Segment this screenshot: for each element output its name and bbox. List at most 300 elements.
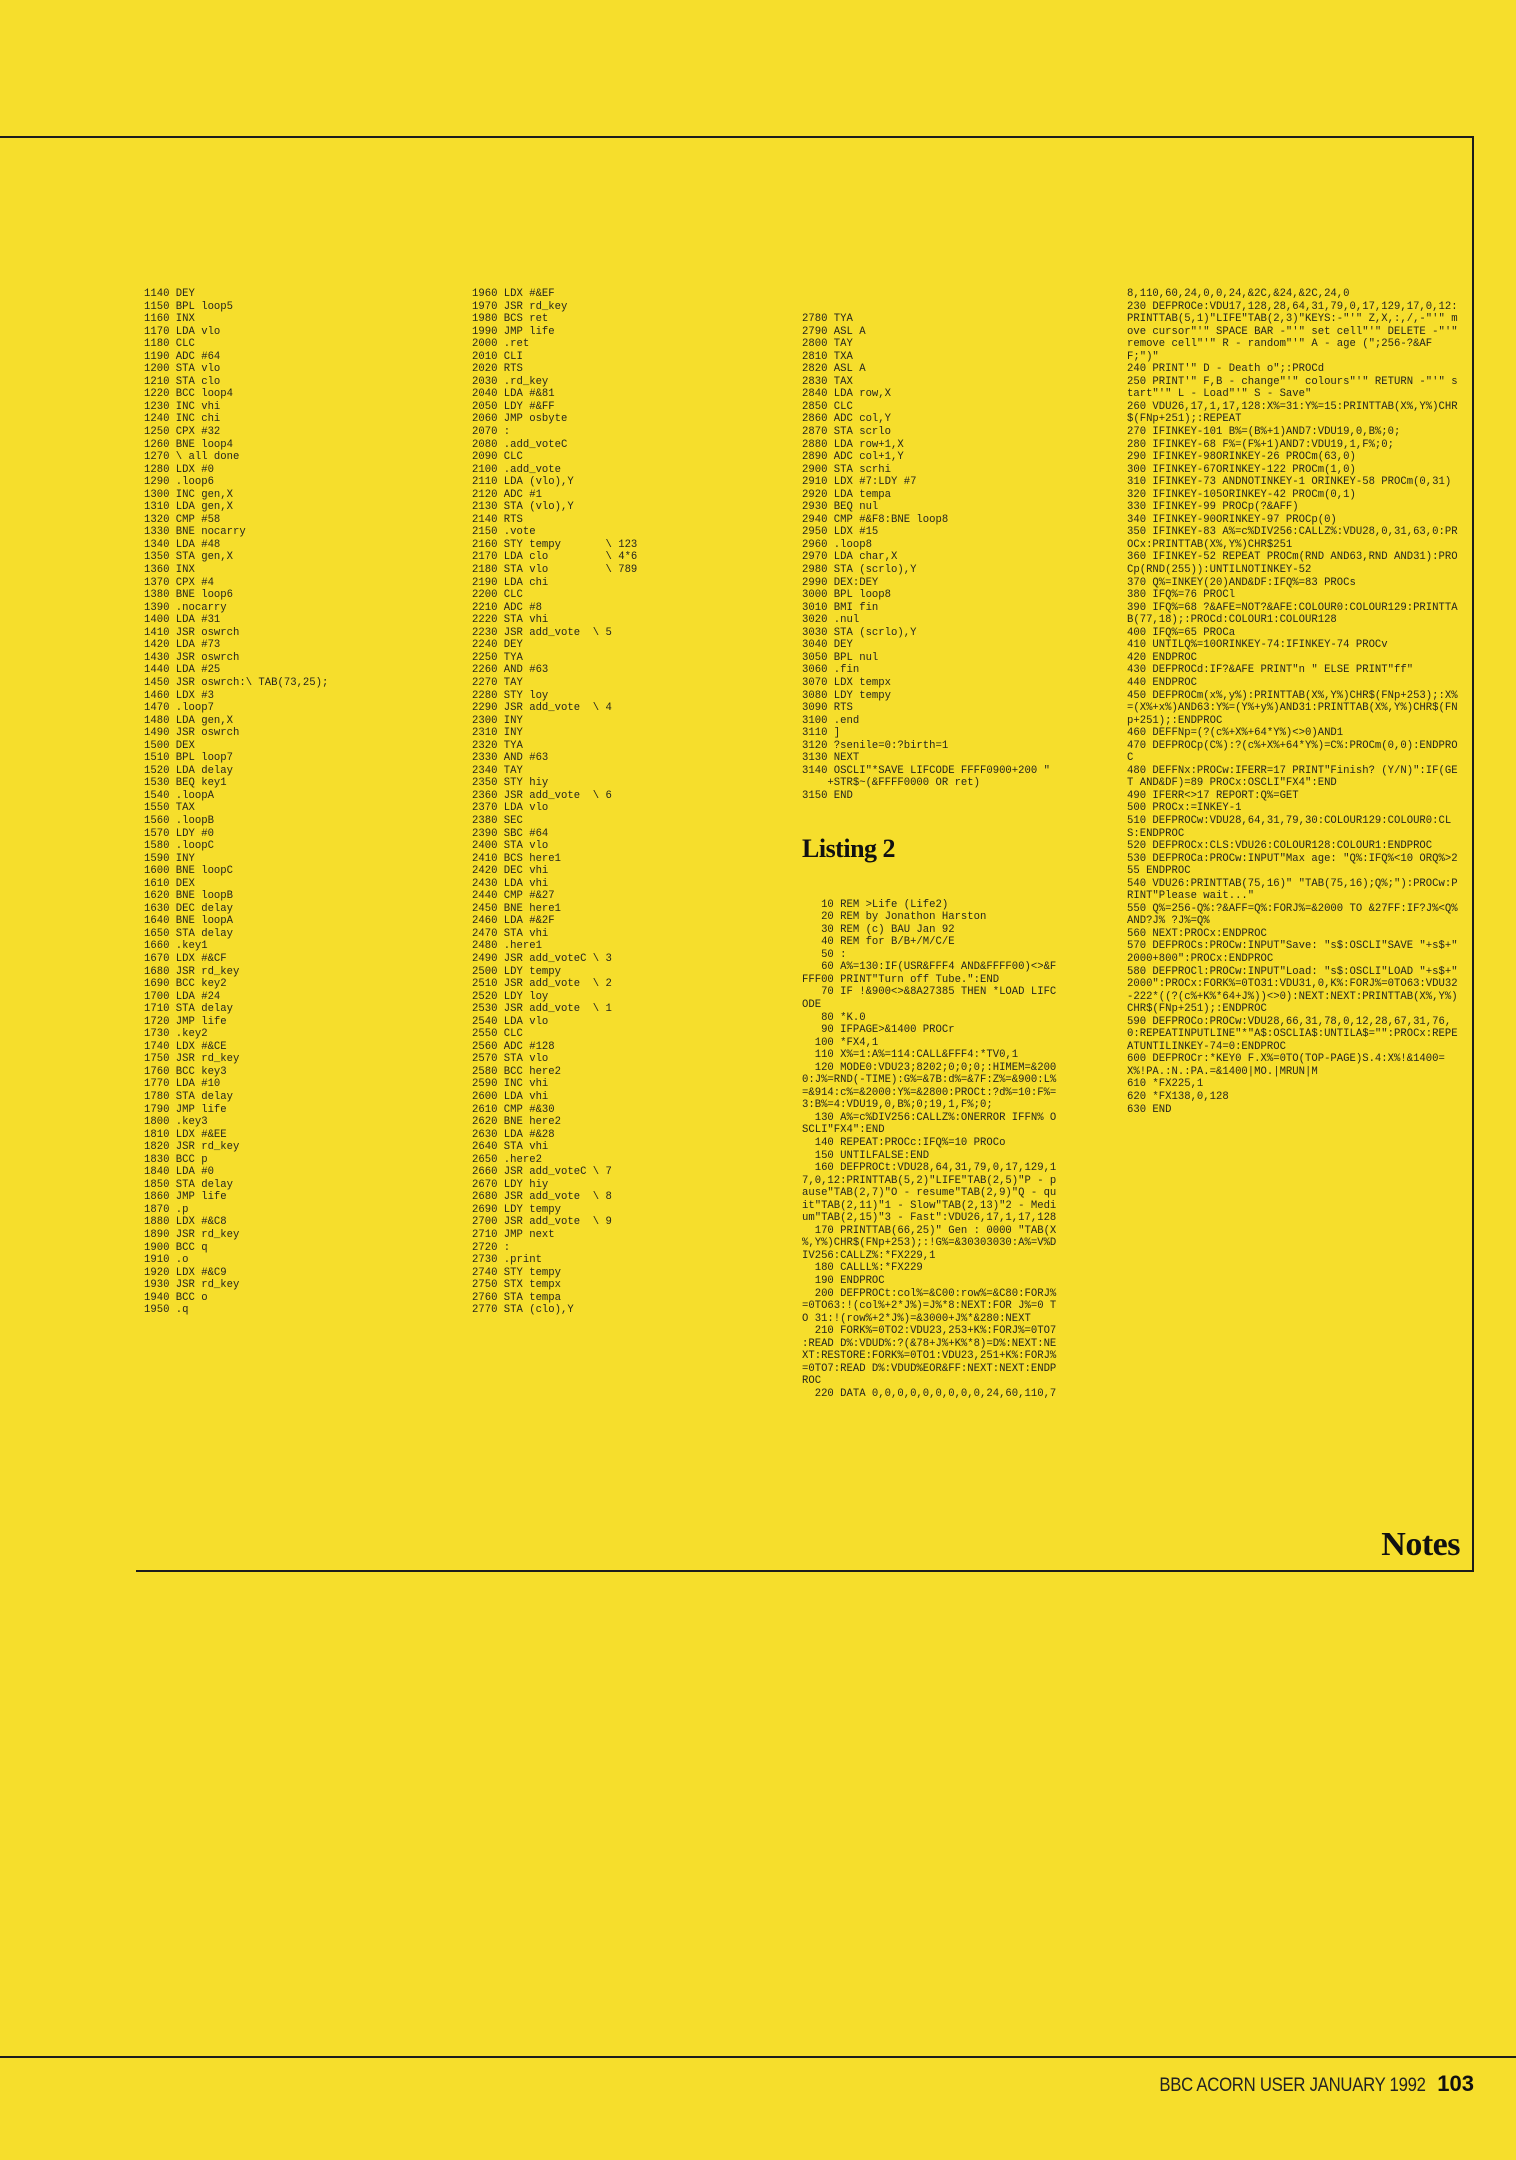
code-line: 210 FORK%=0TO2:VDU23,253+K%:FORJ%=0TO7 [802, 1325, 1057, 1338]
code-line: 2380 SEC [472, 814, 523, 827]
code-line: 290 IFINKEY-98ORINKEY-26 PROCm(63,0) [1127, 451, 1356, 464]
code-line: 2370 LDA vlo [472, 802, 549, 815]
code-line: 1450 JSR oswrch:\ TAB(73,25); [144, 676, 329, 689]
code-line: 1400 LDA #31 [144, 614, 221, 627]
code-line: 590 DEFPROCo:PROCw:VDU28,66,31,78,0,12,28,67,31,76,0:REPEATINPUTLINE"*"A$:OSCLIA$:UNTILA$="":PROCx:REPEATUNTILINKEY-74=0:ENDPROC [1127, 1015, 1458, 1053]
top-rule [0, 136, 1474, 138]
code-line: IV256:CALLZ%:*FX229,1 [802, 1249, 936, 1262]
code-line: 1420 LDA #73 [144, 639, 221, 652]
code-line: 3120 ?senile=0:?birth=1 [802, 739, 949, 752]
code-line: 240 PRINT'" D - Death o";:PROCd [1127, 363, 1325, 376]
code-line: 2390 SBC #64 [472, 827, 549, 840]
code-line: ODE [802, 998, 822, 1011]
code-line: 1270 \ all done [144, 451, 240, 464]
code-line: 1180 CLC [144, 338, 195, 351]
code-line: 440 ENDPROC [1127, 676, 1197, 689]
code-line: 2230 JSR add_vote \ 5 [472, 626, 612, 639]
code-line: 1150 BPL loop5 [144, 300, 234, 313]
code-line: 2420 DEC vhi [472, 865, 549, 878]
listing-1-column-1 [144, 288, 452, 1317]
code-line: 2980 STA (scrlo),Y [802, 564, 917, 577]
code-line: 170 PRINTTAB(66,25)" Gen : 0000 "TAB(X [802, 1224, 1057, 1237]
code-line: 10 REM >Life (Life2) [802, 898, 949, 911]
code-line: 40 REM for B/B+/M/C/E [802, 936, 955, 949]
code-line: 2400 STA vlo [472, 840, 549, 853]
listing-1-column-3 [802, 313, 1128, 802]
code-line: 1220 BCC loop4 [144, 388, 234, 401]
code-line: 350 IFINKEY-83 A%=c%DIV256:CALLZ%:VDU28,0,31,63,0:PROCx:PRINTTAB(X%,Y%)CHR$251 [1127, 526, 1458, 551]
code-line: 3000 BPL loop8 [802, 589, 892, 602]
code-line: 2200 CLC [472, 589, 523, 602]
code-line: 3:B%=4:VDU19,0,B%;0;19,1,F%;0; [802, 1099, 993, 1112]
code-line: 20 REM by Jonathon Harston [802, 911, 987, 924]
code-line: 2750 STX tempx [472, 1279, 562, 1292]
code-line: 2000 .ret [472, 338, 530, 351]
code-line: 2100 .add_vote [472, 463, 562, 476]
code-line: 2920 LDA tempa [802, 488, 892, 501]
code-line: 1790 JMP life [144, 1103, 227, 1116]
code-line: 1980 BCS ret [472, 313, 549, 326]
code-line: 2870 STA scrlo [802, 426, 892, 439]
code-line: 2760 STA tempa [472, 1291, 562, 1304]
code-line: 540 VDU26:PRINTTAB(75,16)" "TAB(75,16);Q%;"):PROCw:PRINT"Please wait..." [1127, 877, 1458, 903]
code-line: 1430 JSR oswrch [144, 651, 240, 664]
code-line: 1630 DEC delay [144, 902, 234, 915]
code-line: 130 A%=c%DIV256:CALLZ%:ONERROR IFFN% O [802, 1111, 1057, 1124]
listing-2-heading: Listing 2 [802, 833, 896, 863]
code-line: 2690 LDY tempy [472, 1203, 562, 1216]
code-line: 360 IFINKEY-52 REPEAT PROCm(RND AND63,RND AND31):PROCp(RND(255)):UNTILNOTINKEY-52 [1127, 551, 1458, 577]
code-line: 2510 JSR add_vote \ 2 [472, 978, 612, 991]
code-line: 2060 JMP osbyte [472, 413, 568, 426]
code-line: 3060 .fin [802, 664, 860, 677]
code-line: 2560 ADC #128 [472, 1040, 555, 1053]
code-line: 1750 JSR rd_key [144, 1053, 240, 1066]
code-line: 1680 JSR rd_key [144, 965, 240, 978]
code-line: 2430 LDA vhi [472, 877, 549, 890]
code-line: SCLI"FX4":END [802, 1124, 885, 1137]
code-line: 1260 BNE loop4 [144, 438, 234, 451]
code-line: 560 NEXT:PROCx:ENDPROC [1127, 927, 1267, 940]
code-line: 3040 DEY [802, 639, 853, 652]
code-line: 2680 JSR add_vote \ 8 [472, 1191, 612, 1204]
code-line: 2180 STA vlo \ 789 [472, 564, 638, 577]
code-line: =&914:c%=&2000:Y%=&2800:PROCt:?d%=10:F%= [802, 1086, 1057, 1099]
code-line: 190 ENDPROC [802, 1275, 885, 1288]
code-line: 2210 ADC #8 [472, 601, 542, 614]
code-line: 1780 STA delay [144, 1091, 234, 1103]
code-line: 630 END [1127, 1103, 1172, 1116]
code-line: 340 IFINKEY-90ORINKEY-97 PROCp(0) [1127, 513, 1337, 526]
code-line: 2960 .loop8 [802, 538, 872, 551]
code-line: 1340 LDA #48 [144, 538, 221, 551]
code-line: 2550 CLC [472, 1028, 523, 1041]
code-line: 2240 DEY [472, 639, 523, 652]
code-line: 2310 INY [472, 727, 523, 740]
code-line: 2270 TAY [472, 676, 523, 689]
code-line: 1470 .loop7 [144, 702, 214, 715]
code-line: 520 DEFPROCx:CLS:VDU26:COLOUR128:COLOUR1:ENDPROC [1127, 840, 1433, 853]
code-line: 2490 JSR add_voteC \ 3 [472, 952, 612, 965]
code-line: :READ D%:VDUD%:?(&78+J%+K%*8)=D%:NEXT:NE [802, 1337, 1057, 1350]
code-line: 1910 .o [144, 1254, 189, 1267]
code-line: 2650 .here2 [472, 1153, 542, 1166]
code-line: 1200 STA vlo [144, 363, 221, 376]
code-line: 3020 .nul [802, 614, 860, 627]
code-line: 140 REPEAT:PROCc:IFQ%=10 PROCo [802, 1137, 1006, 1149]
code-line: 2630 LDA #&28 [472, 1128, 555, 1141]
page-number: 103 [1437, 2071, 1474, 2096]
code-line: 1500 DEX [144, 739, 195, 752]
code-line: 1320 CMP #58 [144, 513, 221, 526]
code-line: 1660 .key1 [144, 940, 208, 953]
code-line: 1170 LDA vlo [144, 325, 221, 338]
code-line: 3130 NEXT [802, 752, 860, 765]
code-line: 2530 JSR add_vote \ 1 [472, 1003, 612, 1016]
code-line: 2470 STA vhi [472, 927, 549, 940]
code-line: 380 IFQ%=76 PROCl [1127, 589, 1236, 602]
code-line: 3110 ] [802, 727, 841, 740]
listing-column-3 [802, 288, 1128, 1413]
code-line: 1590 INY [144, 852, 195, 865]
code-line: 1530 BEQ key1 [144, 777, 227, 790]
code-line: 1250 CPX #32 [144, 426, 221, 439]
page-footer [1123, 2071, 1474, 2097]
code-line: FFF00 PRINT"Turn off Tube.":END [802, 973, 1000, 986]
code-line: 1350 STA gen,X [144, 551, 234, 564]
code-line: 30 REM (c) BAU Jan 92 [802, 923, 955, 936]
code-line: 1850 STA delay [144, 1178, 234, 1191]
code-line: 1770 LDA #10 [144, 1078, 221, 1091]
code-line: 1730 .key2 [144, 1028, 208, 1041]
code-line: 2850 CLC [802, 400, 853, 413]
code-line: %,Y%)CHR$(FNp+253);:!G%=&30303030:A%=V%D [802, 1237, 1057, 1250]
code-line: 1700 LDA #24 [144, 990, 221, 1003]
code-line: 530 DEFPROCa:PROCw:INPUT"Max age: "Q%:IFQ%<10 ORQ%>255 ENDPROC [1127, 852, 1458, 878]
code-line: 220 DATA 0,0,0,0,0,0,0,0,0,24,60,110,7 [802, 1387, 1057, 1400]
code-line: 2040 LDA #&81 [472, 388, 555, 401]
code-line: 1440 LDA #25 [144, 664, 221, 677]
code-line: 410 UNTILQ%=10ORINKEY-74:IFINKEY-74 PROCv [1127, 639, 1388, 652]
code-line: 400 IFQ%=65 PROCa [1127, 626, 1236, 639]
code-line: 2900 STA scrhi [802, 463, 892, 476]
code-line: 2610 CMP #&30 [472, 1103, 555, 1116]
code-line: 600 DEFPROCr:*KEY0 F.X%=0TO(TOP-PAGE)S.4:X%!&1400=X%!PA.:N.:PA.=&1400|MO.|MRUN|M [1127, 1053, 1445, 1078]
code-line: 1670 LDX #&CF [144, 952, 227, 965]
code-line: 2880 LDA row+1,X [802, 438, 904, 451]
code-line: XT:RESTORE:FORK%=0TO1:VDU23,251+K%:FORJ% [802, 1350, 1057, 1363]
code-line: 2620 BNE here2 [472, 1116, 562, 1129]
code-line: 1760 BCC key3 [144, 1065, 227, 1078]
code-line: 390 IFQ%=68 ?&AFE=NOT?&AFE:COLOUR0:COLOUR129:PRINTTAB(77,18);:PROCd:COLOUR1:COLOUR128 [1127, 601, 1458, 627]
code-line: 1480 LDA gen,X [144, 714, 234, 727]
code-line: 1950 .q [144, 1304, 189, 1317]
listing-1-column-2 [472, 288, 780, 1317]
code-line: 620 *FX138,0,128 [1127, 1091, 1229, 1103]
code-line: 8,110,60,24,0,0,24,&2C,&24,&2C,24,0 [1127, 288, 1350, 300]
code-line: 1580 .loopC [144, 840, 214, 853]
listing-2-column-4 [1127, 288, 1461, 1116]
code-line: 2940 CMP #&F8:BNE loop8 [802, 513, 949, 526]
listing-2-column-3 [802, 899, 1128, 1401]
code-line: 1310 LDA gen,X [144, 501, 234, 514]
code-line: 2990 DEX:DEY [802, 576, 879, 589]
code-line: 150 UNTILFALSE:END [802, 1149, 930, 1162]
code-line: 1970 JSR rd_key [472, 300, 568, 313]
code-line: it"TAB(2,11)"1 - Slow"TAB(2,13)"2 - Medi [802, 1199, 1057, 1212]
code-line: 2970 LDA char,X [802, 551, 898, 564]
code-line: 1800 .key3 [144, 1116, 208, 1129]
code-line: um"TAB(2,15)"3 - Fast":VDU26,17,1,17,128 [802, 1212, 1057, 1225]
code-line: 1940 BCC o [144, 1291, 208, 1304]
code-line: 2260 AND #63 [472, 664, 549, 677]
code-line: 1240 INC chi [144, 413, 221, 426]
code-line: 2660 JSR add_voteC \ 7 [472, 1166, 612, 1179]
code-line: 2910 LDX #7:LDY #7 [802, 476, 917, 489]
code-line: 3100 .end [802, 714, 860, 727]
right-column-rule [1472, 136, 1474, 1570]
code-line: 250 PRINT'" F,B - change"'" colours"'" RETURN -"'" start"'" L - Load"'" S - Save" [1127, 375, 1458, 401]
code-line: 1990 JMP life [472, 325, 555, 338]
code-line: 260 VDU26,17,1,17,128:X%=31:Y%=15:PRINTTAB(X%,Y%)CHR$(FNp+251);:REPEAT [1127, 400, 1458, 426]
code-line: 470 DEFPROCp(C%):?(c%+X%+64*Y%)=C%:PROCm(0,0):ENDPROC [1127, 739, 1458, 765]
code-line: 2360 JSR add_vote \ 6 [472, 789, 612, 802]
code-line: 2330 AND #63 [472, 752, 549, 765]
code-line: 3090 RTS [802, 702, 853, 715]
code-line: 2590 INC vhi [472, 1078, 549, 1091]
code-line: 300 IFINKEY-67ORINKEY-122 PROCm(1,0) [1127, 463, 1356, 476]
code-line: 1890 JSR rd_key [144, 1229, 240, 1242]
notes-divider-rule [136, 1570, 1474, 1572]
code-line: 1570 LDY #0 [144, 827, 214, 840]
code-line: 1330 BNE nocarry [144, 526, 246, 539]
code-line: 2640 STA vhi [472, 1141, 549, 1154]
code-line: 2890 ADC col+1,Y [802, 451, 904, 464]
code-line: 100 *FX4,1 [802, 1036, 879, 1049]
code-line: 1610 DEX [144, 877, 195, 890]
code-line: 1810 LDX #&EE [144, 1128, 227, 1141]
code-line: 570 DEFPROCs:PROCw:INPUT"Save: "s$:OSCLI"SAVE "+s$+" 2000+800":PROCx:ENDPROC [1127, 940, 1458, 965]
code-line: 3150 END [802, 789, 853, 802]
code-line: 2800 TAY [802, 338, 853, 351]
code-line: 1390 .nocarry [144, 601, 227, 614]
code-line: 370 Q%=INKEY(20)AND&DF:IFQ%=83 PROCs [1127, 576, 1356, 589]
code-line: 1190 ADC #64 [144, 350, 221, 363]
code-line: 7,0,12:PRINTTAB(5,2)"LIFE"TAB(2,5)"P - p [802, 1174, 1057, 1187]
code-line: 2050 LDY #&FF [472, 400, 555, 413]
code-line: 2220 STA vhi [472, 614, 549, 627]
code-line: 610 *FX225,1 [1127, 1078, 1204, 1091]
code-line: 2070 : [472, 426, 511, 439]
code-line: 2730 .print [472, 1254, 542, 1267]
code-line: 310 IFINKEY-73 ANDNOTINKEY-1 ORINKEY-58 PROCm(0,31) [1127, 476, 1452, 489]
code-line: 2450 BNE here1 [472, 902, 562, 915]
code-line: O 31:!(row%+2*J%)=&3000+J%*&280:NEXT [802, 1312, 1031, 1325]
code-line: 1820 JSR rd_key [144, 1141, 240, 1154]
code-line: 2770 STA (clo),Y [472, 1304, 574, 1317]
code-line: 1140 DEY [144, 288, 195, 300]
code-line: 460 DEFFNp=(?(c%+X%+64*Y%)<>0)AND1 [1127, 727, 1344, 740]
code-line: 2810 TXA [802, 350, 853, 363]
code-line: 200 DEFPROCt:col%=&C00:row%=&C80:FORJ% [802, 1287, 1057, 1300]
code-line: 1490 JSR oswrch [144, 727, 240, 740]
code-line: 2720 : [472, 1241, 511, 1254]
code-line: 320 IFINKEY-105ORINKEY-42 PROCm(0,1) [1127, 488, 1356, 501]
code-line: 3030 STA (scrlo),Y [802, 626, 917, 639]
code-line: 280 IFINKEY-68 F%=(F%+1)AND7:VDU19,1,F%;0; [1127, 438, 1395, 451]
code-line: 1960 LDX #&EF [472, 288, 555, 300]
code-line: 2480 .here1 [472, 940, 542, 953]
code-line: 2110 LDA (vlo),Y [472, 476, 574, 489]
code-line: 270 IFINKEY-101 B%=(B%+1)AND7:VDU19,0,B%;0; [1127, 426, 1401, 439]
code-line: =0TO63:!(col%+2*J%)=J%*8:NEXT:FOR J%=0 T [802, 1300, 1057, 1313]
code-line: 580 DEFPROCl:PROCw:INPUT"Load: "s$:OSCLI"LOAD "+s$+" 2000":PROCx:FORK%=0TO31:VDU31,0,K%:FORJ%=0TO63:VDU32-222*((?(c%+K%*64+J%))<>0):NEXT:NEXT:PRINTTAB(X%,Y%)CHR$(FNp+251);:ENDPROC [1127, 965, 1458, 1016]
code-line: 2600 LDA vhi [472, 1091, 549, 1103]
publication-line: BBC ACORN USER JANUARY 1992 [1158, 2075, 1426, 2096]
code-line: 3050 BPL nul [802, 651, 879, 664]
code-line: 1360 INX [144, 564, 195, 577]
code-line: 2520 LDY loy [472, 990, 549, 1003]
code-line: 1690 BCC key2 [144, 978, 227, 991]
code-line: 110 X%=1:A%=114:CALL&FFF4:*TV0,1 [802, 1049, 1019, 1062]
code-line: 2130 STA (vlo),Y [472, 501, 574, 514]
code-line: 2340 TAY [472, 764, 523, 777]
code-line: 2150 .vote [472, 526, 536, 539]
code-line: 60 A%=130:IF(USR&FFF4 AND&FFFF00)<>&F [802, 961, 1057, 974]
code-line: 2580 BCC here2 [472, 1065, 562, 1078]
code-line: 2020 RTS [472, 363, 523, 376]
code-line: 1210 STA clo [144, 375, 221, 388]
code-line: 1510 BPL loop7 [144, 752, 234, 765]
code-line: 1840 LDA #0 [144, 1166, 214, 1179]
code-line: 2010 CLI [472, 350, 523, 363]
code-line: ROC [802, 1375, 822, 1388]
code-line: 2120 ADC #1 [472, 488, 542, 501]
code-line: 450 DEFPROCm(x%,y%):PRINTTAB(X%,Y%)CHR$(FNp+253);:X%=(X%+x%)AND63:Y%=(Y%+y%)AND31:PRINTTAB(X%,Y%)CHR$(FNp+251);:ENDPROC [1127, 689, 1458, 727]
code-line: 1900 BCC q [144, 1241, 208, 1254]
code-line: 2540 LDA vlo [472, 1015, 549, 1028]
code-line: 2740 STY tempy [472, 1266, 562, 1279]
code-line: 1920 LDX #&C9 [144, 1266, 227, 1279]
code-line: 2440 CMP #&27 [472, 890, 555, 903]
code-line: 1290 .loop6 [144, 476, 214, 489]
code-line: 2860 ADC col,Y [802, 413, 892, 426]
code-line: 2320 TYA [472, 739, 523, 752]
code-line: +STR$~(&FFFF0000 OR ret) [802, 777, 981, 790]
code-line: 1300 INC gen,X [144, 488, 234, 501]
code-line: 1710 STA delay [144, 1003, 234, 1016]
code-line: =0TO7:READ D%:VDUD%EOR&FF:NEXT:NEXT:ENDP [802, 1362, 1057, 1375]
code-line: 1740 LDX #&CE [144, 1040, 227, 1053]
code-line: 1560 .loopB [144, 814, 214, 827]
code-line: 1600 BNE loopC [144, 865, 234, 878]
code-line: 2290 JSR add_vote \ 4 [472, 702, 612, 715]
code-line: 3080 LDY tempy [802, 689, 892, 702]
code-line: 2500 LDY tempy [472, 965, 562, 978]
code-line: 50 : [802, 948, 847, 961]
code-line: 2090 CLC [472, 451, 523, 464]
code-line: 2840 LDA row,X [802, 388, 892, 401]
code-line: 2350 STY hiy [472, 777, 549, 790]
code-line: 2830 TAX [802, 375, 853, 388]
code-line: 480 DEFFNx:PROCw:IFERR=17 PRINT"Finish? (Y/N)":IF(GET AND&DF)=89 PROCx:OSCLI"FX4":END [1127, 764, 1458, 790]
code-line: 1410 JSR oswrch [144, 626, 240, 639]
code-line: 1650 STA delay [144, 927, 234, 940]
code-line: 1380 BNE loop6 [144, 589, 234, 602]
code-line: 1620 BNE loopB [144, 890, 234, 903]
code-line: 180 CALLL%:*FX229 [802, 1262, 923, 1275]
code-line: 2710 JMP next [472, 1229, 555, 1242]
code-line: 2780 TYA [802, 313, 853, 326]
code-line: 1830 BCC p [144, 1153, 208, 1166]
code-line: 500 PROCx:=INKEY-1 [1127, 802, 1242, 815]
code-line: 3010 BMI fin [802, 601, 879, 614]
code-line: 3140 OSCLI"*SAVE LIFCODE FFFF0900+200 " [802, 764, 1050, 777]
code-line: 90 IFPAGE>&1400 PROCr [802, 1024, 955, 1037]
code-line: 80 *K.0 [802, 1011, 866, 1024]
code-line: 1460 LDX #3 [144, 689, 214, 702]
code-line: 510 DEFPROCw:VDU28,64,31,79,30:COLOUR129:COLOUR0:CLS:ENDPROC [1127, 814, 1452, 840]
code-line: 1860 JMP life [144, 1191, 227, 1204]
code-line: 120 MODE0:VDU23;8202;0;0;0;:HIMEM=&200 [802, 1061, 1057, 1074]
code-line: 2030 .rd_key [472, 375, 549, 388]
code-line: ause"TAB(2,7)"O - resume"TAB(2,9)"Q - qu [802, 1187, 1057, 1200]
code-line: 430 DEFPROCd:IF?&AFE PRINT"n " ELSE PRINT"ff" [1127, 664, 1414, 677]
code-line: 2570 STA vlo [472, 1053, 549, 1066]
code-line: 1540 .loopA [144, 789, 214, 802]
code-line: 2670 LDY hiy [472, 1178, 549, 1191]
code-line: 1640 BNE loopA [144, 915, 234, 928]
code-line: 2190 LDA chi [472, 576, 549, 589]
code-line: 2950 LDX #15 [802, 526, 879, 539]
code-line: 0:J%=RND(-TIME):G%=&7B:d%=&7F:Z%=&900:L% [802, 1074, 1057, 1087]
code-line: 2790 ASL A [802, 325, 866, 338]
code-line: 2170 LDA clo \ 4*6 [472, 551, 638, 564]
code-line: 2700 JSR add_vote \ 9 [472, 1216, 612, 1229]
code-line: 1720 JMP life [144, 1015, 227, 1028]
code-line: 2460 LDA #&2F [472, 915, 555, 928]
code-line: 1230 INC vhi [144, 400, 221, 413]
notes-heading: Notes [1381, 1526, 1460, 1563]
code-line: 3070 LDX tempx [802, 676, 892, 689]
code-line: 2820 ASL A [802, 363, 866, 376]
code-line: 160 DEFPROCt:VDU28,64,31,79,0,17,129,1 [802, 1162, 1057, 1175]
code-line: 2080 .add_voteC [472, 438, 568, 451]
code-line: 1520 LDA delay [144, 764, 234, 777]
code-line: 2410 BCS here1 [472, 852, 562, 865]
code-line: 2930 BEQ nul [802, 501, 879, 514]
code-line: 2280 STY loy [472, 689, 549, 702]
code-line: 1160 INX [144, 313, 195, 326]
code-line: 70 IF !&900<>&8A27385 THEN *LOAD LIFC [802, 986, 1057, 999]
code-line: 1550 TAX [144, 802, 195, 815]
code-line: 550 Q%=256-Q%:?&AFF=Q%:FORJ%=&2000 TO &27FF:IF?J%<Q% AND?J% ?J%=Q% [1127, 902, 1458, 928]
code-line: 1870 .p [144, 1203, 189, 1216]
code-line: 1370 CPX #4 [144, 576, 214, 589]
footer-rule [0, 2056, 1516, 2058]
code-line: 2250 TYA [472, 651, 523, 664]
code-line: 330 IFINKEY-99 PROCp(?&AFF) [1127, 501, 1299, 514]
code-line: 2160 STY tempy \ 123 [472, 538, 638, 551]
code-line: 2140 RTS [472, 513, 523, 526]
code-line: 230 DEFPROCe:VDU17,128,28,64,31,79,0,17,129,17,0,12:PRINTTAB(5,1)"LIFE"TAB(2,3)"KEYS:-"'" Z,X,:,/,-"'" move cursor"'" SPACE BAR -"'" set cell"'" DELETE -"'" remove cell"'" R - random"'" A - age (";256-?&AFF;")" [1127, 300, 1458, 363]
code-line: 1280 LDX #0 [144, 463, 214, 476]
code-line: 1930 JSR rd_key [144, 1279, 240, 1292]
code-line: 2300 INY [472, 714, 523, 727]
code-line: 1880 LDX #&C8 [144, 1216, 227, 1229]
code-line: 420 ENDPROC [1127, 651, 1197, 664]
code-line: 490 IFERR<>17 REPORT:Q%=GET [1127, 789, 1299, 802]
